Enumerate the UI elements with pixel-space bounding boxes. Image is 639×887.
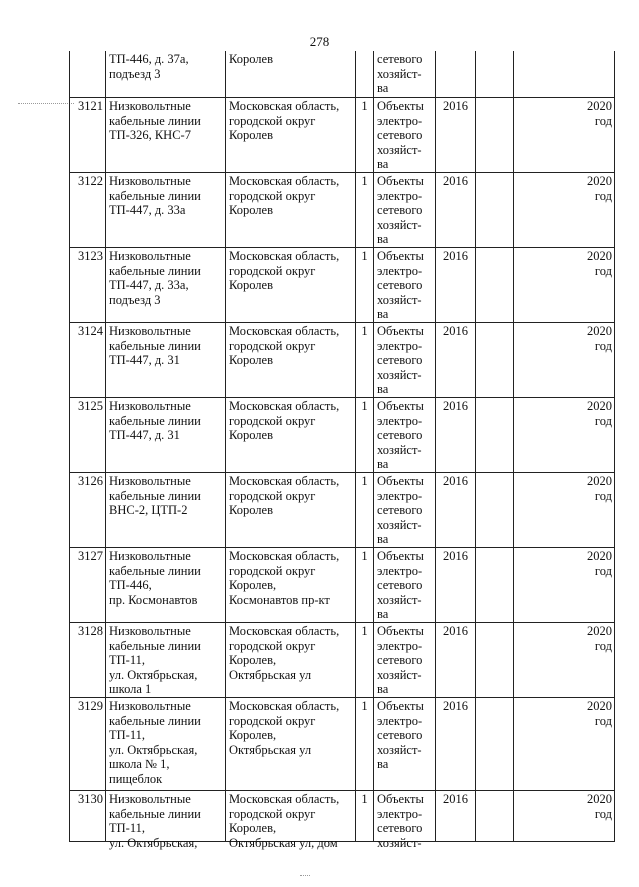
- cell-qty: 1: [356, 323, 374, 397]
- cell-end: 2020 год: [587, 399, 612, 428]
- cell-start: 2016: [436, 698, 476, 790]
- cell-addr: Московская область, городской округ Королев: [226, 473, 356, 547]
- table-row: [70, 790, 614, 850]
- cell-end: 2020 год: [587, 324, 612, 353]
- cell-num: 3130: [70, 791, 106, 841]
- cell-name: Низковольтные кабельные линии ТП-447, д. 33а, подъезд 3: [106, 248, 226, 322]
- cell-qty: 1: [356, 248, 374, 322]
- cell-addr: Королев: [226, 51, 356, 97]
- cell-end: 2020 год: [587, 549, 612, 578]
- cell-num: 3124: [70, 323, 106, 397]
- cell-type: Объекты электро- сетевого хозяйст- ва: [374, 248, 436, 322]
- cell-end: 2020 год: [587, 474, 612, 503]
- table-row: [70, 547, 614, 622]
- cell-addr: Московская область, городской округ Королев: [226, 323, 356, 397]
- cell-type: Объекты электро- сетевого хозяйст- ва: [374, 323, 436, 397]
- cell-start: 2016: [436, 548, 476, 622]
- cell-type: Объекты электро- сетевого хозяйст- ва: [374, 473, 436, 547]
- cell-end: 2020 год: [587, 99, 612, 128]
- table-row: [70, 51, 614, 97]
- cell-num: 3129: [70, 698, 106, 790]
- cell-start: 2016: [436, 398, 476, 472]
- cell-blank: [476, 623, 514, 697]
- cell-type: сетевого хозяйст- ва: [374, 51, 436, 97]
- cell-start: 2016: [436, 173, 476, 247]
- cell-name: Низковольтные кабельные линии ТП-11, ул. Октябрьская, школа 1: [106, 623, 226, 697]
- cell-end: 2020 год: [587, 699, 612, 728]
- registry-table: [69, 51, 615, 850]
- table-row: [70, 397, 614, 472]
- cell-blank: [476, 51, 514, 97]
- cell-qty: [356, 51, 374, 97]
- cell-blank: [476, 791, 514, 841]
- cell-num: 3125: [70, 398, 106, 472]
- cell-end: 2020 год: [587, 624, 612, 653]
- cell-type: Объекты электро- сетевого хозяйст- ва: [374, 98, 436, 172]
- cell-name: Низковольтные кабельные линии ТП-447, д. 33а: [106, 173, 226, 247]
- cell-start: 2016: [436, 98, 476, 172]
- cell-blank: [476, 398, 514, 472]
- cell-qty: 1: [356, 173, 374, 247]
- cell-num: 3128: [70, 623, 106, 697]
- cell-name: Низковольтные кабельные линии ТП-447, д. 31: [106, 398, 226, 472]
- cell-name: ТП-446, д. 37а, подъезд 3: [106, 51, 226, 97]
- cell-type: Объекты электро- сетевого хозяйст- ва: [374, 398, 436, 472]
- cell-addr: Московская область, городской округ Королев: [226, 173, 356, 247]
- cell-start: 2016: [436, 791, 476, 841]
- cell-name: Низковольтные кабельные линии ТП-326, КНС-7: [106, 98, 226, 172]
- scan-artifact-line: [18, 103, 74, 104]
- cell-start: 2016: [436, 248, 476, 322]
- cell-blank: [476, 698, 514, 790]
- cell-qty: 1: [356, 623, 374, 697]
- cell-qty: 1: [356, 398, 374, 472]
- cell-start: [436, 51, 476, 97]
- table-row: [70, 247, 614, 322]
- cell-addr: Московская область, городской округ Королев, Октябрьская ул: [226, 623, 356, 697]
- cell-addr: Московская область, городской округ Королев, Октябрьская ул, дом: [226, 791, 356, 841]
- cell-blank: [476, 473, 514, 547]
- cell-qty: 1: [356, 98, 374, 172]
- cell-num: 3123: [70, 248, 106, 322]
- cell-name: Низковольтные кабельные линии ТП-11, ул. Октябрьская, школа № 1, пищеблок: [106, 698, 226, 790]
- cell-end: 2020 год: [587, 249, 612, 278]
- table-row: [70, 322, 614, 397]
- cell-addr: Московская область, городской округ Королев: [226, 398, 356, 472]
- cell-type: Объекты электро- сетевого хозяйст-: [374, 791, 436, 841]
- cell-name: Низковольтные кабельные линии ВНС-2, ЦТП-2: [106, 473, 226, 547]
- cell-blank: [476, 248, 514, 322]
- cell-qty: 1: [356, 698, 374, 790]
- cell-num: [70, 51, 106, 97]
- cell-num: 3127: [70, 548, 106, 622]
- cell-start: 2016: [436, 323, 476, 397]
- scan-artifact-dot: [300, 875, 310, 876]
- cell-qty: 1: [356, 473, 374, 547]
- cell-type: Объекты электро- сетевого хозяйст- ва: [374, 173, 436, 247]
- table-row: [70, 172, 614, 247]
- table-row: [70, 472, 614, 547]
- cell-num: 3126: [70, 473, 106, 547]
- cell-end: 2020 год: [587, 792, 612, 821]
- cell-addr: Московская область, городской округ Королев: [226, 248, 356, 322]
- cell-blank: [476, 323, 514, 397]
- cell-name: Низковольтные кабельные линии ТП-11, ул. Октябрьская,: [106, 791, 226, 841]
- table-row: [70, 622, 614, 697]
- cell-start: 2016: [436, 473, 476, 547]
- table-row: [70, 697, 614, 790]
- cell-type: Объекты электро- сетевого хозяйст- ва: [374, 698, 436, 790]
- cell-addr: Московская область, городской округ Королев, Октябрьская ул: [226, 698, 356, 790]
- cell-num: 3122: [70, 173, 106, 247]
- cell-addr: Московская область, городской округ Королев, Космонавтов пр-кт: [226, 548, 356, 622]
- cell-num: 3121: [70, 98, 106, 172]
- cell-end: 2020 год: [587, 174, 612, 203]
- cell-qty: 1: [356, 791, 374, 841]
- cell-type: Объекты электро- сетевого хозяйст- ва: [374, 623, 436, 697]
- cell-name: Низковольтные кабельные линии ТП-446, пр. Космонавтов: [106, 548, 226, 622]
- cell-start: 2016: [436, 623, 476, 697]
- cell-end: [514, 51, 614, 97]
- cell-qty: 1: [356, 548, 374, 622]
- cell-addr: Московская область, городской округ Королев: [226, 98, 356, 172]
- cell-blank: [476, 173, 514, 247]
- page-number: 278: [309, 34, 330, 49]
- cell-blank: [476, 98, 514, 172]
- cell-blank: [476, 548, 514, 622]
- table-row: [70, 97, 614, 172]
- cell-type: Объекты электро- сетевого хозяйст- ва: [374, 548, 436, 622]
- cell-name: Низковольтные кабельные линии ТП-447, д. 31: [106, 323, 226, 397]
